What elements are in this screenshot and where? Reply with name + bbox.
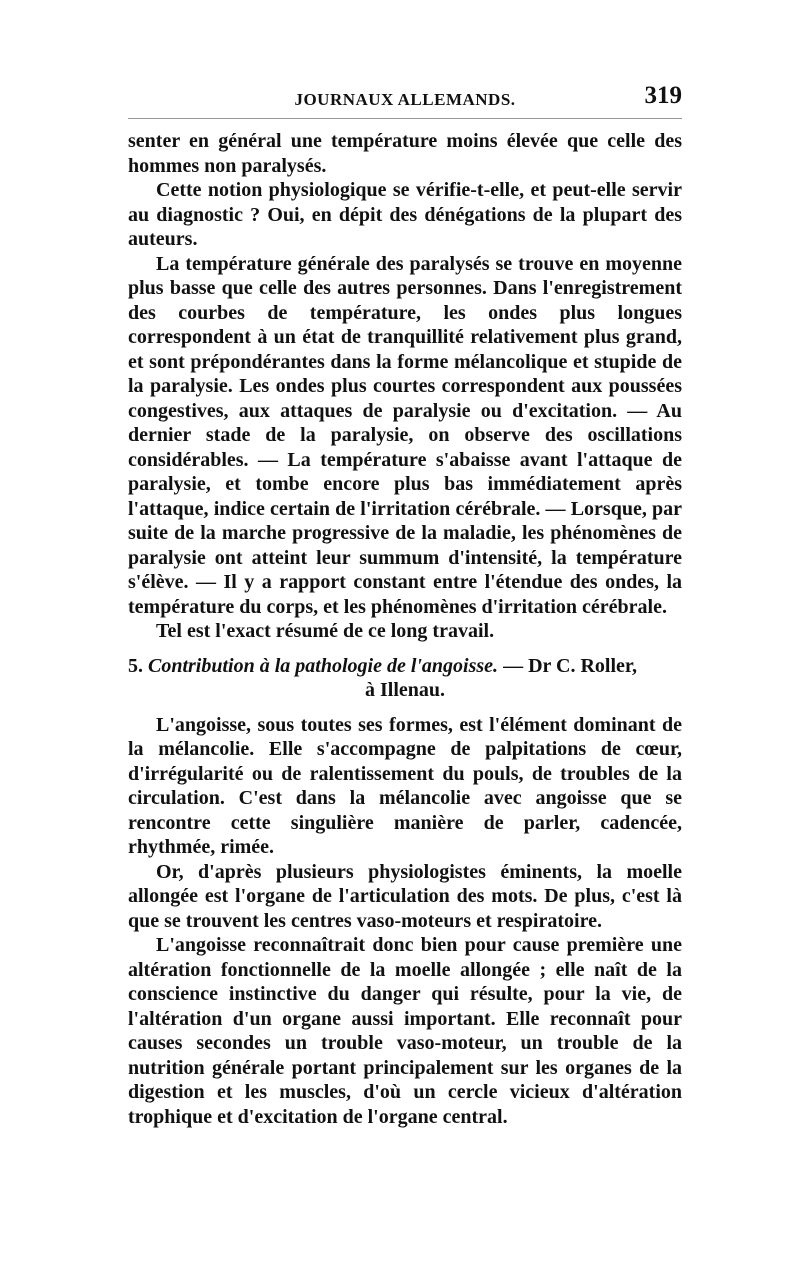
text-block-before	[128, 129, 682, 644]
book-page	[128, 82, 682, 1129]
running-head	[128, 82, 682, 119]
text-block-after	[128, 713, 682, 1130]
paragraph: Or, d'après plusieurs physiologistes éminents, la moelle allongée est l'organe de l'articulation des mots. De plus, c'est là que se trouvent les centres vaso-moteurs et respiratoire.	[128, 860, 682, 932]
paragraph: La température générale des paralysés se trouve en moyenne plus basse que celle des autres personnes. Dans l'enregistrement des courbes de température, les ondes plus longues correspondent à un état de tranquillité relativement plus grand, et sont prépondérantes dans la forme mélancolique et stupide de la paralysie. Les ondes plus courtes correspondent aux poussées congestives, aux attaques de paralysie ou d'excitation. — Au dernier stade de la paralysie, on observe des oscillations considérables. — La température s'abaisse avant l'attaque de paralysie, et tombe encore plus bas immédiatement après l'attaque, indice certain de l'irritation cérébrale. — Lorsque, par suite de la marche progressive de la maladie, les phénomènes de paralysie ont atteint leur summum d'intensité, la température s'élève. — Il y a rapport constant entre l'étendue des ondes, la température du corps, et les phénomènes d'irritation cérébrale.	[128, 252, 682, 618]
article-title: Contribution à la pathologie de l'angoisse.	[148, 654, 499, 677]
paragraph: L'angoisse reconnaîtrait donc bien pour cause première une altération fonctionnelle de la moelle allongée ; elle naît de la conscience instinctive du danger qui résulte, pour la vie, de l'altération d'un organe aussi important. Elle reconnaît pour causes secondes un trouble vaso-moteur, un trouble de la nutrition générale portant principalement sur les organes de la digestion et les muscles, d'où un cercle vicieux d'altération trophique et d'excitation de l'organe central.	[128, 934, 682, 1128]
running-title: JOURNAUX ALLEMANDS.	[294, 90, 516, 109]
paragraph: L'angoisse, sous toutes ses formes, est l'élément dominant de la mélancolie. Elle s'accompagne de palpitations de cœur, d'irrégularité ou de ralentissement du pouls, de troubles de la circulation. C'est dans la mélancolie avec angoisse que se rencontre cette singulière manière de parler, cadencée, rhythmée, rimée.	[128, 713, 682, 858]
article-place: à Illenau.	[364, 679, 446, 701]
article-author: — Dr C. Roller,	[503, 654, 637, 677]
paragraph: Cette notion physiologique se vérifie-t-elle, et peut-elle servir au diagnostic ? Oui, en dépit des dénégations de la plupart des auteurs.	[128, 179, 682, 250]
paragraph: Tel est l'exact résumé de ce long travail.	[156, 620, 495, 642]
article-heading	[128, 654, 682, 703]
page-number: 319	[644, 82, 682, 109]
paragraph: senter en général une température moins élevée que celle des hommes non paralysés.	[128, 130, 682, 177]
article-number: 5.	[128, 654, 143, 677]
